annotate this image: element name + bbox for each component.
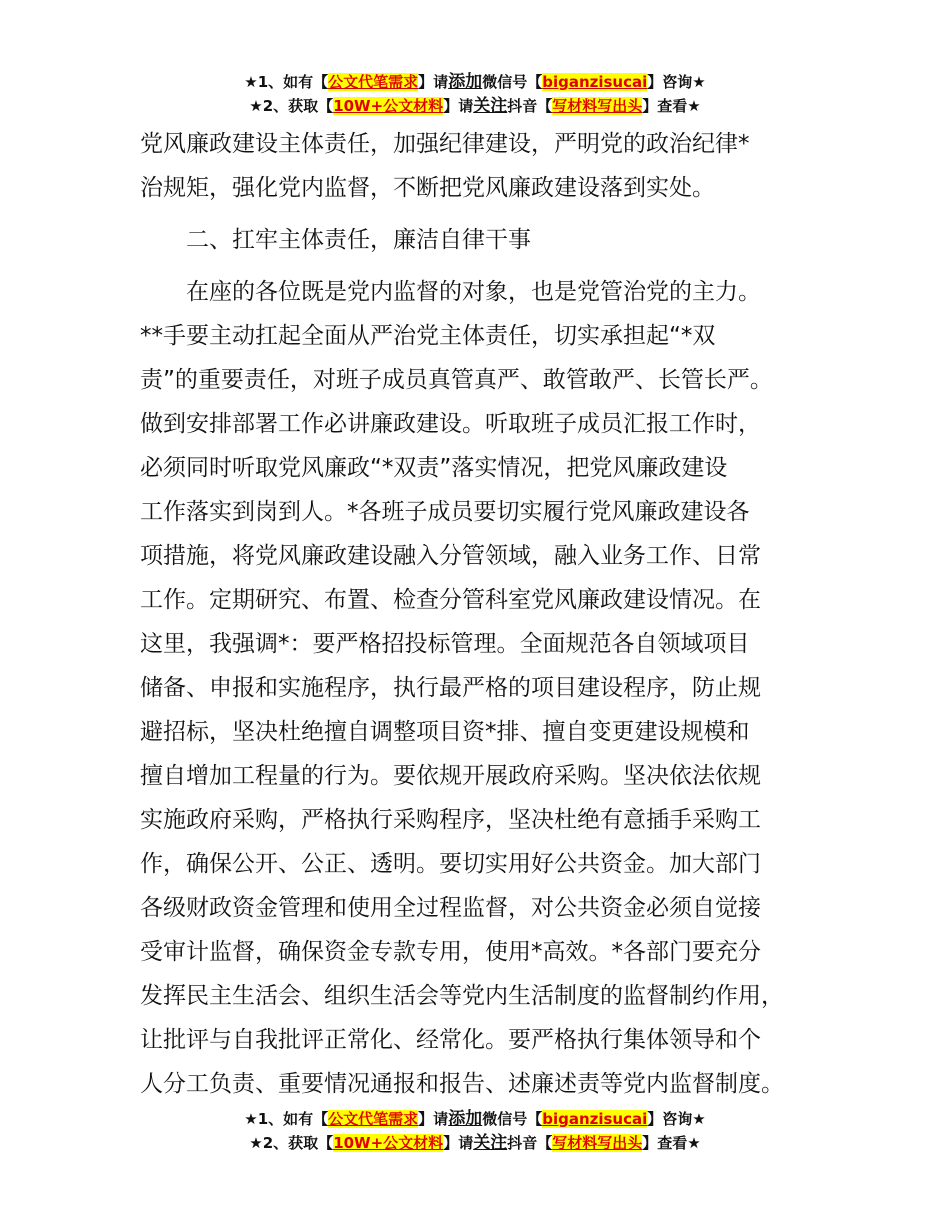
text-line: 党风廉政建设主体责任，加强纪律建设，严明党的政治纪律* <box>140 131 750 157</box>
text: 微信号【 <box>482 1110 543 1128</box>
text: ★1、如有【 <box>244 1110 329 1128</box>
document-body <box>140 122 840 1106</box>
text-line: 这里，我强调*：要严格招投标管理。全面规范各自领域项目 <box>140 631 750 657</box>
footer-banner <box>0 1107 950 1155</box>
text: 】请 <box>443 1134 474 1152</box>
text-line: 受审计监督，确保资金专款专用，使用*高效。*各部门要充分 <box>140 939 761 965</box>
text-line: 工作。定期研究、布置、检查分管科室党风廉政建设情况。在 <box>140 587 761 613</box>
header-banner <box>0 70 950 118</box>
highlight: 写材料写出头 <box>552 1134 643 1152</box>
highlight: 公文代笔需求 <box>328 1110 419 1128</box>
highlight: 10W+公文材料 <box>333 1134 444 1152</box>
text: 】咨询★ <box>647 73 706 91</box>
text: 微信号【 <box>482 73 543 91</box>
highlight: 写材料写出头 <box>552 97 643 115</box>
banner-line-2 <box>0 94 950 118</box>
text-line: 责”的重要责任，对班子成员真管真严、敢管敢严、长管长严。 <box>140 367 773 393</box>
text-line: 避招标，坚决杜绝擅自调整项目资*排、擅自变更建设规模和 <box>140 719 750 745</box>
text-line: 治规矩，强化党内监督，不断把党风廉政建设落到实处。 <box>140 175 715 201</box>
text-line: **手要主动扛起全面从严治党主体责任，切实承担起“*双 <box>140 323 716 349</box>
text-line: 工作落实到岗到人。*各班子成员要切实履行党风廉政建设各 <box>140 499 750 525</box>
text-line: 发挥民主生活会、组织生活会等党内生活制度的监督制约作用， <box>140 983 784 1009</box>
text-line: 擅自增加工程量的行为。要依规开展政府采购。坚决依法依规 <box>140 763 761 789</box>
text-line: 在座的各位既是党内监督的对象，也是党管治党的主力。 <box>140 279 761 305</box>
text: ★2、获取【 <box>249 97 334 115</box>
emphasis: 关注 <box>473 1133 508 1153</box>
text: 抖音【 <box>507 1134 553 1152</box>
section-heading: 二、扛牢主体责任，廉洁自律干事 <box>140 227 531 253</box>
text: ★1、如有【 <box>244 73 329 91</box>
text: 】请 <box>418 73 449 91</box>
highlight: 公文代笔需求 <box>328 73 419 91</box>
text-line: 人分工负责、重要情况通报和报告、述廉述责等党内监督制度。 <box>140 1071 784 1097</box>
banner-line-1 <box>0 1107 950 1131</box>
banner-line-1 <box>0 70 950 94</box>
text-line: 做到安排部署工作必讲廉政建设。听取班子成员汇报工作时， <box>140 411 761 437</box>
text: 】查看★ <box>642 1134 701 1152</box>
highlight: biganzisucai <box>542 73 648 91</box>
emphasis: 添加 <box>448 72 483 92</box>
text: ★2、获取【 <box>249 1134 334 1152</box>
text-line: 各级财政资金管理和使用全过程监督，对公共资金必须自觉接 <box>140 895 761 921</box>
emphasis: 添加 <box>448 1109 483 1129</box>
banner-line-2 <box>0 1131 950 1155</box>
text-line: 实施政府采购，严格执行采购程序，坚决杜绝有意插手采购工 <box>140 807 761 833</box>
text-line: 让批评与自我批评正常化、经常化。要严格执行集体领导和个 <box>140 1027 761 1053</box>
highlight: biganzisucai <box>542 1110 648 1128</box>
text: 】请 <box>443 97 474 115</box>
text-line: 作，确保公开、公正、透明。要切实用好公共资金。加大部门 <box>140 851 761 877</box>
text: 】咨询★ <box>647 1110 706 1128</box>
text: 】查看★ <box>642 97 701 115</box>
text-line: 必须同时听取党风廉政“*双责”落实情况，把党风廉政建设 <box>140 455 728 481</box>
highlight: 10W+公文材料 <box>333 97 444 115</box>
text: 抖音【 <box>507 97 553 115</box>
text-line: 项措施，将党风廉政建设融入分管领域，融入业务工作、日常 <box>140 543 761 569</box>
emphasis: 关注 <box>473 96 508 116</box>
text-line: 储备、申报和实施程序，执行最严格的项目建设程序，防止规 <box>140 675 761 701</box>
text: 】请 <box>418 1110 449 1128</box>
